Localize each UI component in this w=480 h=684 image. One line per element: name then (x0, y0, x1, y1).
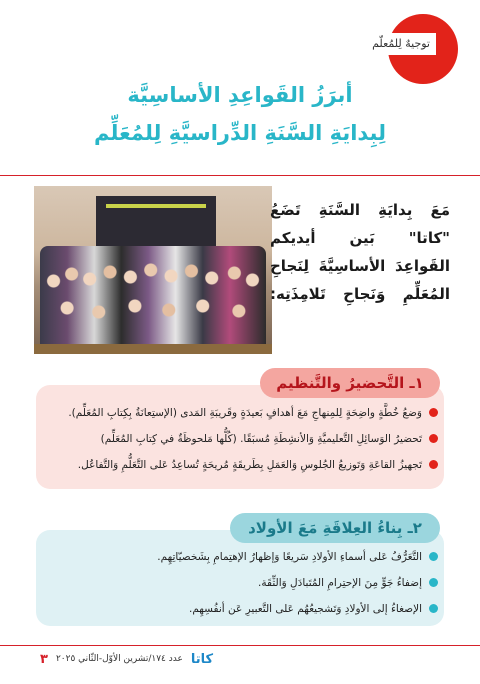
list-item-text: وَضعُ خُطَّةٍ واضِحَةٍ لِلمِنهاجِ مَعَ أهدافٍ بَعيدَةٍ وقَريبَةِ المَدى (الإستِعانَةُ بِكِتابِ المُعَلِّم). (68, 407, 422, 419)
list-item-text: تَجهيزُ القاعَةِ وَتَوزيعُ الجُلوسِ وَالعَمَلِ بِطَريقَةٍ مُريحَةٍ تُساعِدُ عَلى التَّعَلُّمِ وَالتَّفاعُل. (77, 459, 422, 471)
list-item (42, 452, 438, 478)
list-item-text: الإصغاءُ إلى الأولادِ وَتَشجيعُهُم عَلى التَّعبيرِ عَن أنفُسِهِم. (188, 603, 422, 615)
page-title (40, 76, 440, 152)
page-number: ٣ (40, 651, 48, 667)
section-badge-label: توجيهٌ لِلمُعلّم (362, 33, 436, 55)
section-1-heading: ١ـ التَّحضيرُ والتَّنظيم (260, 368, 440, 398)
list-item (42, 596, 438, 622)
photo-group-people (40, 246, 266, 346)
dot-bullet-icon (429, 434, 438, 443)
list-item (42, 570, 438, 596)
list-item-text: إضفاءُ جَوٍّ مِنَ الإحتِرامِ المُتَبادَلِ وَالثِّقَة. (258, 577, 422, 589)
list-item (42, 544, 438, 570)
bottom-divider (0, 645, 480, 646)
list-item-text: تَحضيرُ الوَسائِلِ التَّعليميَّةِ وَالأنشِطَةِ مُسبَقًا. (كُلُّها مَلحوظَةٌ في كِتابِ المُعَلِّم) (100, 433, 422, 445)
dot-bullet-icon (429, 604, 438, 613)
footer-issue: عدد ١٧٤/تشرين الأوّل-الثّاني ٢٠٢٥ (55, 654, 183, 664)
dot-bullet-icon (429, 408, 438, 417)
list-item-text: التَّعَرُّفُ عَلى أسماءِ الأولادِ سَريعًا وَإظهارُ الإهتِمامِ بِشَخصيّاتِهِم. (157, 551, 422, 563)
top-divider (0, 175, 480, 176)
footer-brand: كاتا (190, 651, 214, 667)
dot-bullet-icon (429, 552, 438, 561)
section-2-heading: ٢ـ بِناءُ العِلاقَةِ مَعَ الأولاد (230, 513, 440, 543)
intro-paragraph: مَعَ بِدايَةِ السَّنَةِ تَضَعُ "كاتا" بَين أيديكم القَواعِدَ الأساسِيَّةَ لِنَجاحِ المُعَلِّمِ وَنَجاحِ تَلامِذَتِه: (270, 201, 450, 303)
title-line-1: أبرَزُ القَواعِدِ الأساسِيَّة (127, 83, 353, 107)
section-1-list (42, 400, 438, 478)
group-photo (34, 186, 272, 354)
section-2-list (42, 544, 438, 622)
dot-bullet-icon (429, 578, 438, 587)
photo-banner (96, 196, 216, 250)
footer (40, 648, 213, 670)
dot-bullet-icon (429, 460, 438, 469)
list-item (42, 426, 438, 452)
title-line-2: لِبِدايَةِ السَّنَةِ الدِّراسيَّةِ لِلمُعَلِّم (94, 121, 386, 145)
list-item (42, 400, 438, 426)
photo-floor (34, 344, 272, 354)
